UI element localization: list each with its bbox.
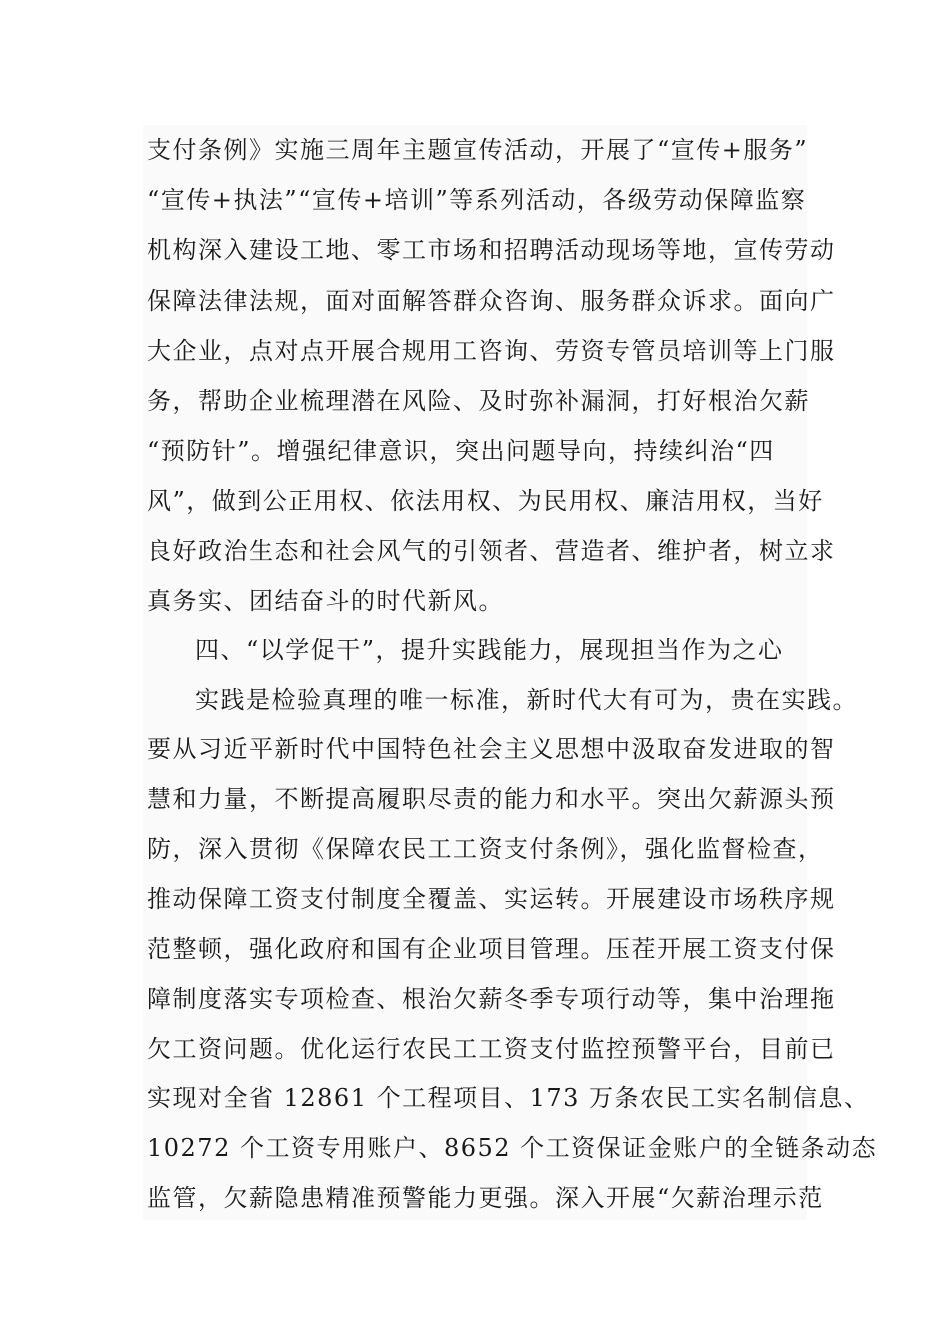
paragraph-line: 大企业，点对点开展合规用工咨询、劳资专管员培训等上门服 <box>147 337 836 365</box>
paragraph-line: 保障法律法规，面对面解答群众咨询、服务群众诉求。面向广 <box>147 287 836 315</box>
paragraph-line: 支付条例》实施三周年主题宣传活动，开展了“宣传+服务” <box>147 136 809 164</box>
paragraph-line: 10272 个工资专用账户、8652 个工资保证金账户的全链条动态 <box>147 1134 878 1162</box>
paragraph-line: 机构深入建设工地、零工市场和招聘活动现场等地，宣传劳动 <box>147 236 836 264</box>
paragraph-line: 要从习近平新时代中国特色社会主义思想中汲取奋发进取的智 <box>147 735 836 763</box>
paragraph-line: “预防针”。增强纪律意识，突出问题导向，持续纠治“四 <box>147 437 775 465</box>
paragraph-line: 真务实、团结奋斗的时代新风。 <box>147 587 504 615</box>
paragraph-line: 务，帮助企业梳理潜在风险、及时弥补漏洞，打好根治欠薪 <box>147 387 810 415</box>
section-heading: 四、“以学促干”，提升实践能力，展现担当作为之心 <box>195 636 784 664</box>
paragraph-line: 防，深入贯彻《保障农民工工资支付条例》，强化监督检查， <box>147 835 824 863</box>
paragraph-line: 推动保障工资支付制度全覆盖、实运转。开展建设市场秩序规 <box>147 885 836 913</box>
paragraph-line: 监管，欠薪隐患精准预警能力更强。深入开展“欠薪治理示范 <box>147 1184 824 1212</box>
paragraph-line: 良好政治生态和社会风气的引领者、营造者、维护者，树立求 <box>147 537 836 565</box>
paragraph-line: “宣传+执法”“宣传+培训”等系列活动，各级劳动保障监察 <box>147 186 807 214</box>
paragraph-line: 范整顿，强化政府和国有企业项目管理。压茬开展工资支付保 <box>147 935 836 963</box>
paragraph-line: 慧和力量，不断提高履职尽责的能力和水平。突出欠薪源头预 <box>147 785 836 813</box>
paragraph-line: 欠工资问题。优化运行农民工工资支付监控预警平台，目前已 <box>147 1035 836 1063</box>
paragraph-line: 实现对全省 12861 个工程项目、173 万条农民工实名制信息、 <box>147 1084 870 1112</box>
paragraph-line: 风”，做到公正用权、依法用权、为民用权、廉洁用权，当好 <box>147 487 824 515</box>
paragraph-line: 实践是检验真理的唯一标准，新时代大有可为，贵在实践。 <box>195 686 858 714</box>
paragraph-line: 障制度落实专项检查、根治欠薪冬季专项行动等，集中治理拖 <box>147 985 836 1013</box>
